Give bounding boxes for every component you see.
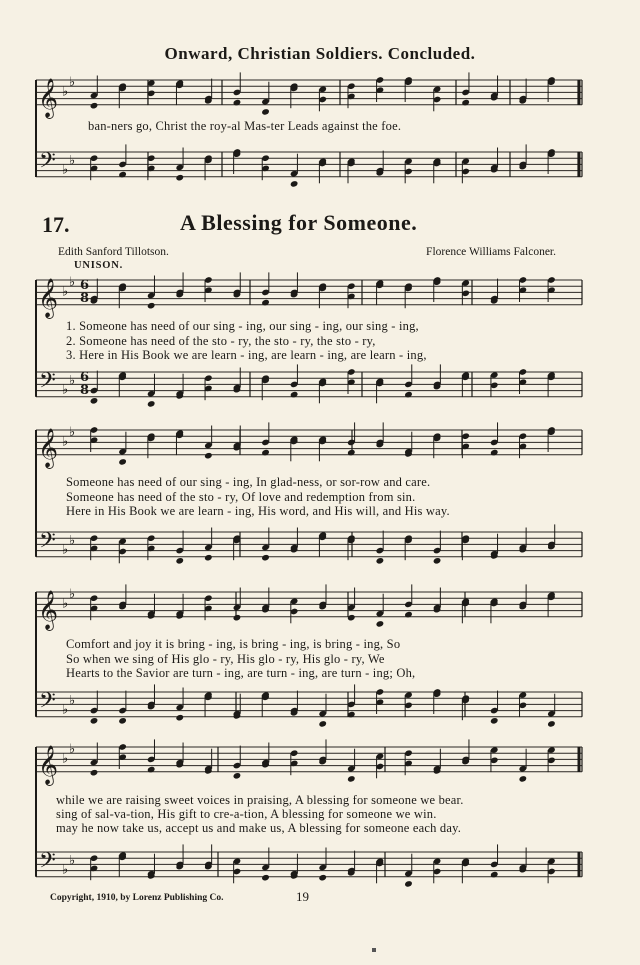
- note-head: [318, 874, 327, 882]
- note-head: [204, 554, 213, 562]
- flat-icon: ♭: [62, 382, 69, 398]
- note-head: [347, 775, 356, 783]
- flat-icon: ♭: [62, 542, 69, 558]
- lyric-line: Someone has need of the sto - ry, Of love and redemption from sin.: [66, 490, 416, 504]
- lyric-line: 3. Here in His Book we are learn - ing, are learn - ing, are learn - ing,: [66, 348, 427, 362]
- treble-clef-icon: 𝄞: [38, 427, 59, 468]
- time-signature-top: 6: [80, 278, 90, 293]
- bass-clef-icon: 𝄢: [39, 148, 56, 179]
- flat-icon: ♭: [69, 275, 76, 291]
- note-head: [118, 458, 127, 466]
- flat-icon: ♭: [62, 702, 69, 718]
- bass-clef-icon: 𝄢: [39, 528, 56, 559]
- treble-clef-icon: 𝄞: [38, 589, 59, 630]
- printer-mark: [372, 948, 376, 952]
- hymn-title: A Blessing for Someone.: [180, 210, 418, 235]
- flat-icon: ♭: [62, 862, 69, 878]
- flat-icon: ♭: [69, 373, 76, 389]
- bass-clef-icon: 𝄢: [39, 688, 56, 719]
- flat-icon: ♭: [62, 84, 69, 100]
- time-signature-bottom: 8: [80, 291, 90, 306]
- flat-icon: ♭: [62, 162, 69, 178]
- note-head: [404, 880, 413, 888]
- note-head: [261, 874, 270, 882]
- treble-clef-icon: 𝄞: [38, 744, 59, 785]
- note-head: [376, 620, 385, 628]
- note-head: [175, 174, 184, 182]
- hymn-number: 17.: [42, 212, 70, 237]
- lyric-line: So when we sing of His glo - ry, His glo - ry, His glo - ry, We: [66, 652, 385, 666]
- lyric-line: Comfort and joy it is bring - ing, is bring - ing, is bring - ing, So: [66, 637, 401, 651]
- note-head: [90, 397, 99, 405]
- page-number: 19: [296, 889, 309, 904]
- flat-icon: ♭: [62, 434, 69, 450]
- note-head: [90, 717, 99, 725]
- time-signature-bottom: 8: [80, 383, 90, 398]
- music-credit: Florence Williams Falconer.: [426, 246, 556, 258]
- note-head: [147, 302, 156, 310]
- continued-title: Onward, Christian Soldiers. Concluded.: [164, 44, 476, 63]
- treble-clef-icon: 𝄞: [38, 277, 59, 318]
- bass-clef-icon: 𝄢: [39, 368, 56, 399]
- lyric-line: Here in His Book we are learn - ing, His word, and His will, and His way.: [66, 504, 450, 518]
- flat-icon: ♭: [62, 751, 69, 767]
- treble-clef-icon: 𝄞: [38, 77, 59, 118]
- flat-icon: ♭: [62, 596, 69, 612]
- lyric-line: 1. Someone has need of our sing - ing, our sing - ing, our sing - ing,: [66, 319, 419, 333]
- note-head: [261, 108, 270, 116]
- flat-icon: ♭: [69, 153, 76, 169]
- note-head: [175, 714, 184, 722]
- flat-icon: ♭: [69, 533, 76, 549]
- note-head: [175, 557, 184, 565]
- flat-icon: ♭: [69, 425, 76, 441]
- unison-direction: UNISON.: [74, 260, 124, 271]
- lyric-line: Hearts to the Savior are turn - ing, are turn - ing, are turn - ing; Oh,: [66, 666, 416, 680]
- flat-icon: ♭: [62, 284, 69, 300]
- flat-icon: ♭: [69, 693, 76, 709]
- note-head: [233, 614, 242, 622]
- note-head: [433, 557, 442, 565]
- note-head: [90, 769, 99, 777]
- lyric-line: Someone has need of our sing - ing, In glad-ness, or sor-row and care.: [66, 475, 431, 489]
- bass-clef-icon: 𝄢: [39, 848, 56, 879]
- flat-icon: ♭: [69, 75, 76, 91]
- note-head: [147, 400, 156, 408]
- note-head: [490, 717, 499, 725]
- flat-icon: ♭: [69, 587, 76, 603]
- note-head: [204, 452, 213, 460]
- note-head: [290, 180, 299, 188]
- continued-lyric-line: ban-ners go, Christ the roy-al Mas-ter Leads against the foe.: [88, 119, 402, 133]
- copyright-notice: Copyright, 1910, by Lorenz Publishing Co.: [50, 893, 224, 903]
- lyric-line: may he now take us, accept us and make us, A blessing for someone each day.: [56, 821, 462, 835]
- note-head: [261, 554, 270, 562]
- note-head: [547, 720, 556, 728]
- lyric-line: sing of sal-va-tion, His gift to cre-a-tion, A blessing for someone we win.: [56, 807, 437, 821]
- flat-icon: ♭: [69, 853, 76, 869]
- note-head: [118, 717, 127, 725]
- flat-icon: ♭: [69, 742, 76, 758]
- note-head: [90, 102, 99, 110]
- note-head: [233, 772, 242, 780]
- time-signature-top: 6: [80, 370, 90, 385]
- note-head: [376, 557, 385, 565]
- lyric-line: 2. Someone has need of the sto - ry, the sto - ry, the sto - ry,: [66, 334, 376, 348]
- words-credit: Edith Sanford Tillotson.: [58, 246, 169, 258]
- lyric-line: while we are raising sweet voices in praising, A blessing for someone we bear.: [56, 793, 464, 807]
- note-head: [519, 775, 528, 783]
- note-head: [318, 720, 327, 728]
